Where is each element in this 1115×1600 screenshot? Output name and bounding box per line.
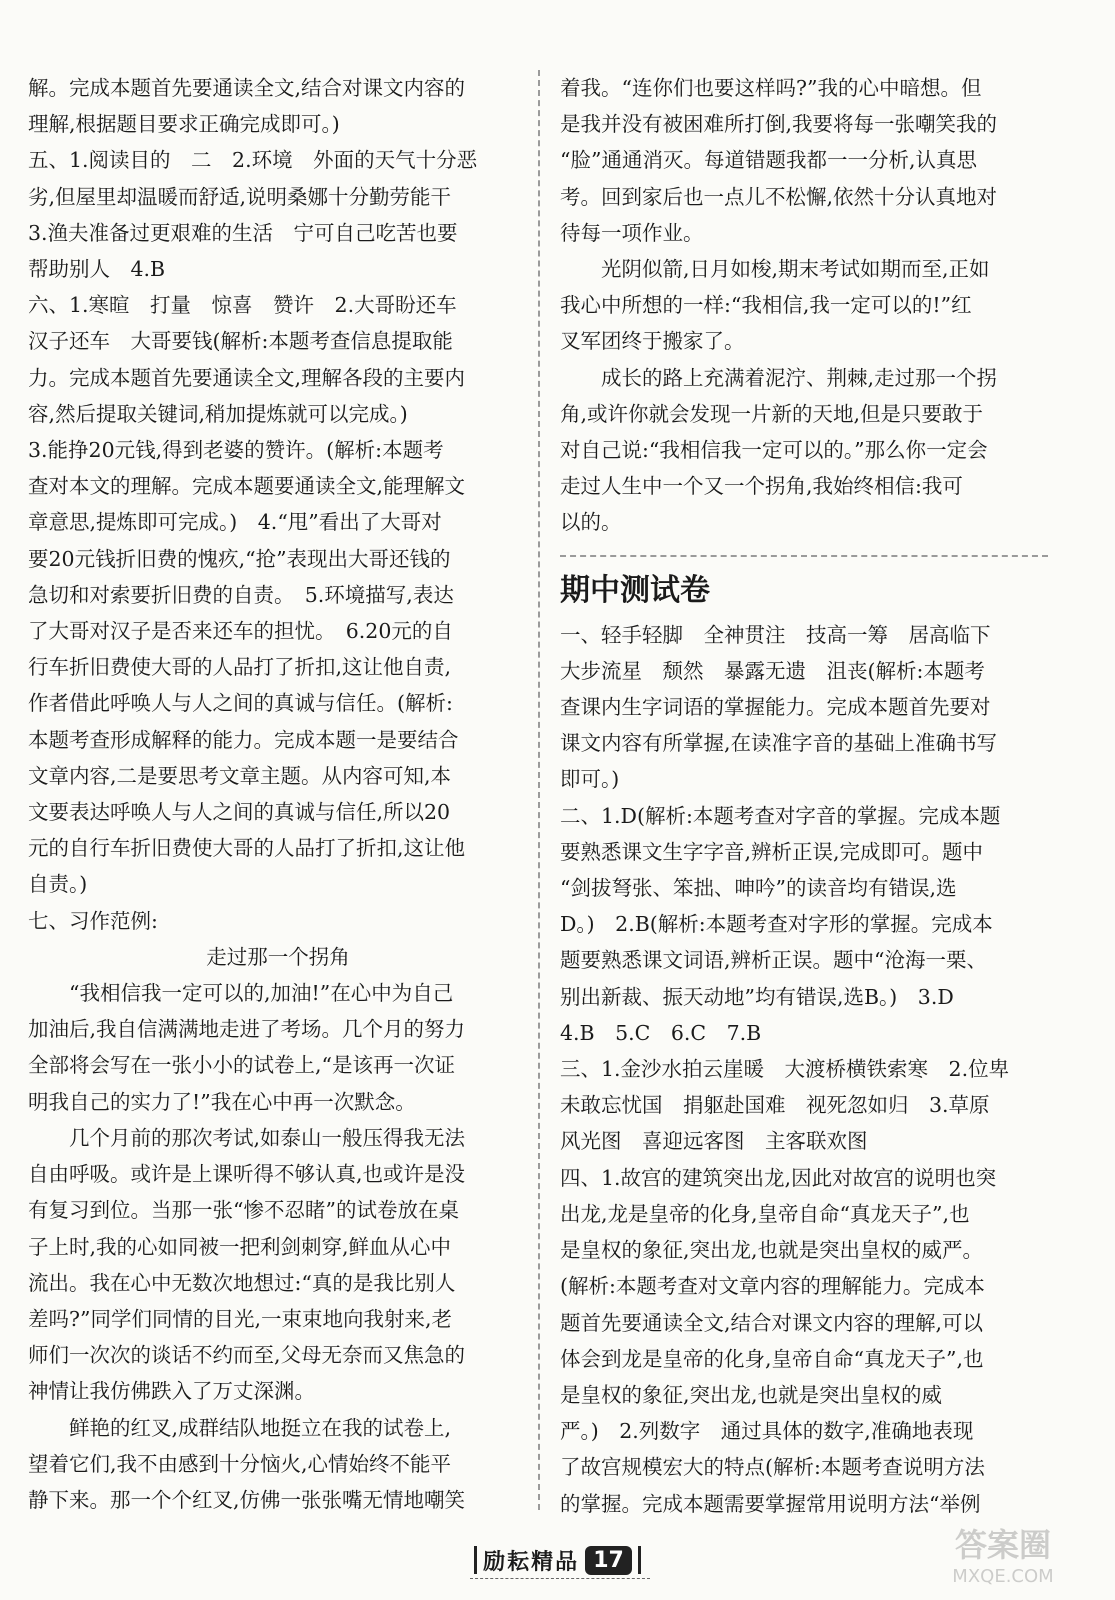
text-line: 一、轻手轻脚 全神贯注 技高一筹 居高临下 <box>560 622 991 647</box>
text-line: 文章内容,二是要思考文章主题。从内容可知,本 <box>28 763 452 788</box>
text-line: 劣,但屋里却温暖而舒适,说明桑娜十分勤劳能干 <box>28 184 452 209</box>
footer-brand: 励耘精品 <box>483 1549 580 1575</box>
text-line: 的掌握。完成本题需要掌握常用说明方法“举例 <box>560 1491 981 1516</box>
text-line: 加油后,我自信满满地走进了考场。几个月的努力 <box>28 1017 466 1042</box>
text-line: “脸”通通消灭。每道错题我都一一分析,认真思 <box>560 148 977 173</box>
text-line: 作者借此呼唤人与人之间的真诚与信任。(解析: <box>28 691 453 716</box>
text-line: 望着它们,我不由感到十分恼火,心情始终不能平 <box>28 1451 452 1476</box>
text-line: 鲜艳的红叉,成群结队地挺立在我的试卷上, <box>69 1415 452 1440</box>
text-line: 3.能挣20元钱,得到老婆的赞许。(解析:本题考 <box>28 438 444 463</box>
text-line: 力。完成本题首先要通读全文,理解各段的主要内 <box>28 365 466 390</box>
right-column <box>560 70 1048 1522</box>
text-line: 理解,根据题目要求正确完成即可。) <box>28 112 340 137</box>
text-line: 静下来。那一个个红叉,仿佛一张张嘴无情地嘲笑 <box>28 1487 466 1512</box>
text-line: (解析:本题考查对文章内容的理解能力。完成本 <box>560 1274 985 1299</box>
text-line: 考。回到家后也一点儿不松懈,依然十分认真地对 <box>560 184 998 209</box>
text-line: 容,然后提取关键词,稍加提炼就可以完成。) <box>28 401 408 426</box>
text-line: 五、1.阅读目的 二 2.环境 外面的天气十分恶 <box>28 148 478 173</box>
text-line: 六、1.寒暄 打量 惊喜 赞许 2.大哥盼还车 <box>28 293 457 318</box>
column-divider <box>538 70 540 1510</box>
text-line: 元的自行车折旧费使大哥的人品打了折扣,这让他 <box>28 836 466 861</box>
text-line: D。) 2.B(解析:本题考查对字形的掌握。完成本 <box>560 912 993 937</box>
footer-bar-right <box>638 1546 641 1574</box>
essay-title: 走过那一个拐角 <box>206 944 350 969</box>
text-line: 差吗?”同学们同情的目光,一束束地向我射来,老 <box>28 1306 453 1331</box>
text-line: “我相信我一定可以的,加油!”在心中为自己 <box>69 981 454 1006</box>
text-line: 帮助别人 4.B <box>28 257 166 282</box>
footer-bar-left <box>474 1546 477 1574</box>
text-line: 光阴似箭,日月如梭,期末考试如期而至,正如 <box>601 257 990 282</box>
text-line: 汉子还车 大哥要钱(解析:本题考查信息提取能 <box>28 329 453 354</box>
text-line: 我心中所想的一样:“我相信,我一定可以的!”红 <box>560 293 972 318</box>
watermark-logo <box>913 1520 1093 1590</box>
midterm-answers <box>560 617 1048 1522</box>
text-line: “剑拔弩张、笨拙、呻吟”的读音均有错误,选 <box>560 876 957 901</box>
text-line: 要20元钱折旧费的愧疚,“抢”表现出大哥还钱的 <box>28 546 451 571</box>
text-line: 是我并没有被困难所打倒,我要将每一张嘲笑我的 <box>560 112 998 137</box>
text-line: 大步流星 颓然 暴露无遗 沮丧(解析:本题考 <box>560 658 985 683</box>
text-line: 查对本文的理解。完成本题要通读全文,能理解文 <box>28 474 466 499</box>
text-line: 叉军团终于搬家了。 <box>560 329 745 354</box>
text-line: 几个月前的那次考试,如泰山一般压得我无法 <box>69 1125 466 1150</box>
text-line: 全部将会写在一张小小的试卷上,“是该再一次证 <box>28 1053 455 1078</box>
text-line: 七、习作范例: <box>28 908 158 933</box>
watermark-text: 答案圈 <box>954 1526 1052 1564</box>
text-line: 自由呼吸。或许是上课听得不够认真,也或许是没 <box>28 1162 466 1187</box>
text-line: 出龙,龙是皇帝的化身,皇帝自命“真龙天子”,也 <box>560 1201 970 1226</box>
text-line: 四、1.故宫的建筑突出龙,因此对故宫的说明也突 <box>560 1165 997 1190</box>
text-line: 角,或许你就会发现一片新的天地,但是只要敢于 <box>560 401 984 426</box>
text-line: 了大哥对汉子是否来还车的担忧。 6.20元的自 <box>28 619 453 644</box>
text-line: 严。) 2.列数字 通过具体的数字,准确地表现 <box>560 1419 974 1444</box>
text-line: 课文内容有所掌握,在读准字音的基础上准确书写 <box>560 731 998 756</box>
text-line: 行车折旧费使大哥的人品打了折扣,这让他自责, <box>28 655 452 680</box>
left-column <box>28 70 528 1518</box>
page-number: 17 <box>585 1546 632 1575</box>
text-line: 题首先要通读全文,结合对课文内容的理解,可以 <box>560 1310 984 1335</box>
text-line: 走过人生中一个又一个拐角,我始终相信:我可 <box>560 474 963 499</box>
text-line: 题要熟悉课文词语,辨析正误。题中“沧海一栗、 <box>560 948 987 973</box>
text-line: 着我。“连你们也要这样吗?”我的心中暗想。但 <box>560 76 982 100</box>
footer-rule <box>470 1578 650 1579</box>
text-line: 师们一次次的谈话不约而至,父母无奈而又焦急的 <box>28 1343 466 1368</box>
text-line: 解。完成本题首先要通读全文,结合对课文内容的 <box>28 76 466 100</box>
left-answers <box>28 70 528 939</box>
midterm-title: 期中测试卷 <box>560 572 710 608</box>
essay-body <box>28 975 528 1518</box>
section-divider <box>560 555 1048 557</box>
text-line: 明我自己的实力了!”我在心中再一次默念。 <box>28 1089 416 1114</box>
text-line: 三、1.金沙水拍云崖暖 大渡桥横铁索寒 2.位卑 <box>560 1057 1010 1082</box>
text-line: 风光图 喜迎远客图 主客联欢图 <box>560 1129 868 1154</box>
watermark-url: MXQE.COM <box>952 1566 1054 1587</box>
text-line: 即可。) <box>560 767 620 792</box>
text-line: 章意思,提炼即可完成。) 4.“甩”看出了大哥对 <box>28 510 442 535</box>
text-line: 要熟悉课文生字字音,辨析正误,完成即可。题中 <box>560 839 984 864</box>
text-line: 神情让我仿佛跌入了万丈深渊。 <box>28 1379 315 1404</box>
text-line: 体会到龙是皇帝的化身,皇帝自命“真龙天子”,也 <box>560 1346 984 1371</box>
text-line: 查课内生字词语的掌握能力。完成本题首先要对 <box>560 695 991 720</box>
text-line: 别出新裁、振天动地”均有错误,选B。) 3.D <box>560 984 954 1009</box>
text-line: 以的。 <box>560 510 622 535</box>
text-line: 有复习到位。当那一张“惨不忍睹”的试卷放在桌 <box>28 1198 459 1223</box>
text-line: 对自己说:“我相信我一定可以的。”那么你一定会 <box>560 438 988 463</box>
text-line: 是皇权的象征,突出龙,也就是突出皇权的威严。 <box>560 1238 984 1263</box>
text-line: 成长的路上充满着泥泞、荆棘,走过那一个拐 <box>601 365 998 390</box>
text-line: 二、1.D(解析:本题考查对字音的掌握。完成本题 <box>560 803 1001 828</box>
text-line: 急切和对索要折旧费的自责。 5.环境描写,表达 <box>28 582 454 607</box>
text-line: 3.渔夫准备过更艰难的生活 宁可自己吃苦也要 <box>28 220 458 245</box>
text-line: 自责。) <box>28 872 88 897</box>
text-line: 流出。我在心中无数次地想过:“真的是我比别人 <box>28 1270 456 1295</box>
text-line: 4.B 5.C 6.C 7.B <box>560 1020 762 1045</box>
text-line: 子上时,我的心如同被一把利剑刺穿,鲜血从心中 <box>28 1234 452 1259</box>
text-line: 待每一项作业。 <box>560 220 704 245</box>
text-line: 本题考查形成解释的能力。完成本题一是要结合 <box>28 727 459 752</box>
text-line: 未敢忘忧国 捐躯赴国难 视死忽如归 3.草原 <box>560 1093 990 1118</box>
text-line: 文要表达呼唤人与人之间的真诚与信任,所以20 <box>28 800 451 825</box>
text-line: 了故宫规模宏大的特点(解析:本题考查说明方法 <box>560 1455 985 1480</box>
essay-continued <box>560 70 1048 541</box>
text-line: 是皇权的象征,突出龙,也就是突出皇权的威 <box>560 1382 943 1407</box>
